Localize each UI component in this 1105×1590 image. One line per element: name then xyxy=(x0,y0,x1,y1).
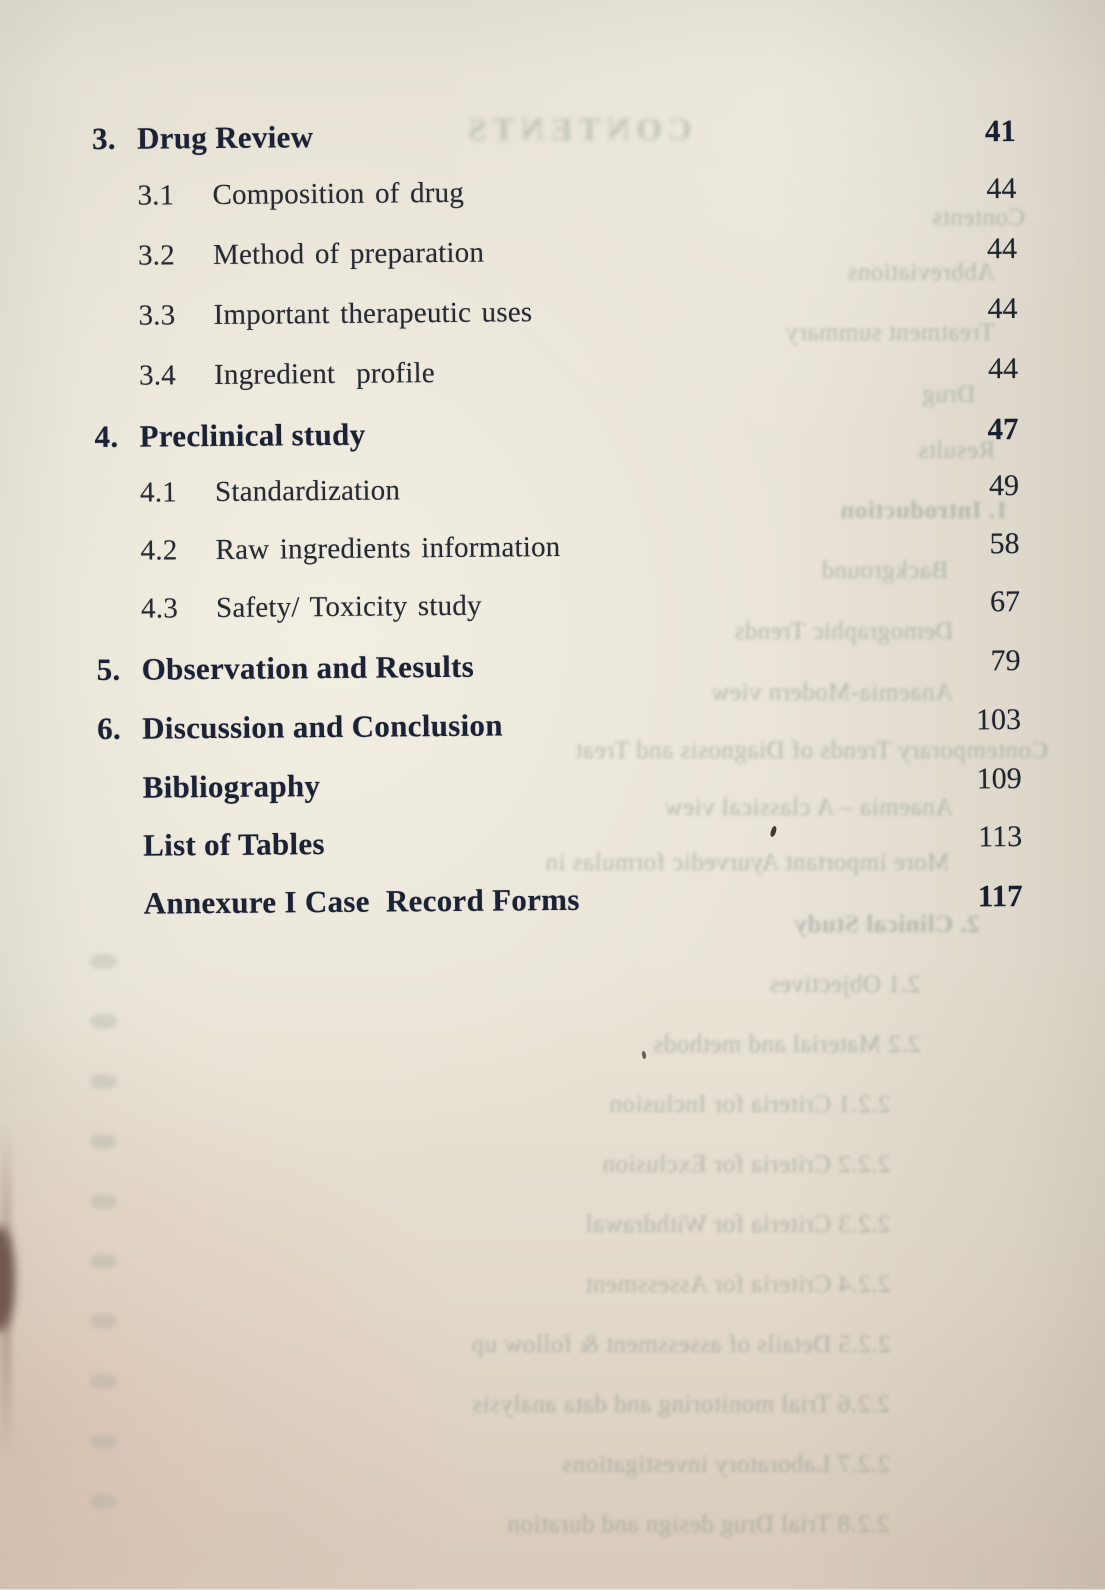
toc-entry-number: 3.1 xyxy=(137,179,175,212)
ghost-line: 2.2.4 Criteria for Assessment xyxy=(584,1271,890,1298)
ghost-line: 2.2.5 Details of assessment & follow up xyxy=(470,1331,890,1358)
toc-entry-label: Important therapeutic uses xyxy=(213,296,533,332)
toc-entry-label: Observation and Results xyxy=(141,648,475,687)
toc-entry xyxy=(0,171,1105,225)
ghost-line: 2.2.8 Trial Drug design and duration xyxy=(507,1511,890,1538)
ghost-line: Drug xyxy=(921,381,975,408)
ghost-line: Treatment summary xyxy=(785,319,995,346)
ghost-contents-heading: CONTENTS xyxy=(462,112,692,148)
toc-entry-label: Safety/ Toxicity study xyxy=(215,589,482,625)
ghost-line: 2. Clinical Study xyxy=(794,911,980,938)
toc-entry xyxy=(3,468,1105,522)
toc-entry-page-number: 113 xyxy=(978,819,1023,854)
toc-entry-number: 3. xyxy=(91,120,116,157)
ghost-line: Anaemia-Modern view xyxy=(710,679,953,706)
toc-entry xyxy=(4,584,1105,638)
toc-entry-number: 3.3 xyxy=(138,299,176,332)
toc-entry-page-number: 44 xyxy=(987,292,1018,326)
ghost-line: Demographic Trends xyxy=(733,618,953,645)
ghost-line: 2.2 Material and methods xyxy=(652,1031,920,1058)
toc-entry-page-number: 49 xyxy=(988,468,1020,503)
toc-entry-label: Preclinical study xyxy=(139,416,366,454)
ghost-line: 2.2.7 Laboratory investigations xyxy=(562,1451,890,1478)
toc-entry xyxy=(6,819,1105,873)
ghost-line: Results xyxy=(917,437,995,464)
toc-entry-page-number: 47 xyxy=(987,410,1019,447)
toc-entry-label: Standardization xyxy=(214,474,401,509)
toc-entry-number: 4.2 xyxy=(140,534,178,567)
toc-entry xyxy=(6,761,1105,815)
toc-entry-label: List of Tables xyxy=(143,826,325,863)
toc-entry-label: Method of preparation xyxy=(212,236,485,272)
toc-entry xyxy=(1,291,1105,345)
toc-entry-label: Discussion and Conclusion xyxy=(141,707,503,746)
toc-entry xyxy=(3,526,1105,580)
ghost-line: Background xyxy=(820,557,948,584)
toc-entry-label: Composition of drug xyxy=(212,176,465,212)
toc-entry-number: 6. xyxy=(96,710,122,747)
toc-entry xyxy=(2,410,1105,464)
ghost-line: 2.1 Objectives xyxy=(768,971,920,998)
ghost-line: Contents xyxy=(932,204,1025,231)
toc-entry xyxy=(7,877,1105,931)
toc-entry-label: Drug Review xyxy=(136,119,314,156)
toc-entry-label: Annexure I Case Record Forms xyxy=(143,881,580,921)
ghost-line: 2.2.1 Criteria for Inclusion xyxy=(608,1091,890,1118)
toc-entry-number: 3.4 xyxy=(138,359,177,392)
toc-entry-page-number: 44 xyxy=(986,172,1017,206)
toc-entry xyxy=(0,112,1105,166)
toc-entry-page-number: 103 xyxy=(975,702,1022,737)
toc-entry-page-number: 109 xyxy=(976,761,1022,796)
ghost-line: Anaemia – A classical view xyxy=(663,794,953,821)
toc-entry-number: 4. xyxy=(94,418,119,455)
toc-entry-page-number: 44 xyxy=(987,351,1019,386)
toc-entry-page-number: 79 xyxy=(990,643,1021,678)
toc-entry-number: 4.1 xyxy=(139,476,178,509)
ghost-line: 2.2.3 Criteria for Withdrawal xyxy=(584,1211,890,1238)
toc-entry xyxy=(4,643,1105,697)
ghost-line: 2.2.6 Trial monitoring and data analysis xyxy=(472,1391,890,1418)
toc-entry-page-number: 44 xyxy=(986,232,1018,266)
toc-entry-page-number: 117 xyxy=(977,877,1023,914)
toc-entry-page-number: 58 xyxy=(989,526,1020,561)
toc-entry xyxy=(2,351,1105,405)
toc-entry-label: Bibliography xyxy=(142,768,321,805)
toc-entry-number: 3.2 xyxy=(137,239,176,272)
toc-entry-label: Raw ingredients information xyxy=(215,530,561,567)
ghost-line: 2.2.2 Criteria for Exclusion xyxy=(601,1151,890,1178)
ghost-line: More important Ayurvedic formulas in xyxy=(545,849,950,876)
toc-entry-page-number: 67 xyxy=(989,584,1021,619)
toc-entry xyxy=(5,702,1105,756)
toc-entry-number: 5. xyxy=(96,651,121,688)
toc-entry-number: 4.3 xyxy=(140,592,179,625)
ghost-line: Abbreviations xyxy=(846,259,995,286)
toc-entry xyxy=(1,231,1105,285)
ghost-line: Contemporary Trends of Diagnosis and Treat xyxy=(574,737,1048,764)
toc-entry-page-number: 41 xyxy=(984,113,1017,149)
toc-entry-label: Ingredient profile xyxy=(213,357,435,392)
ghost-line: 1. Introduction xyxy=(839,497,1008,524)
